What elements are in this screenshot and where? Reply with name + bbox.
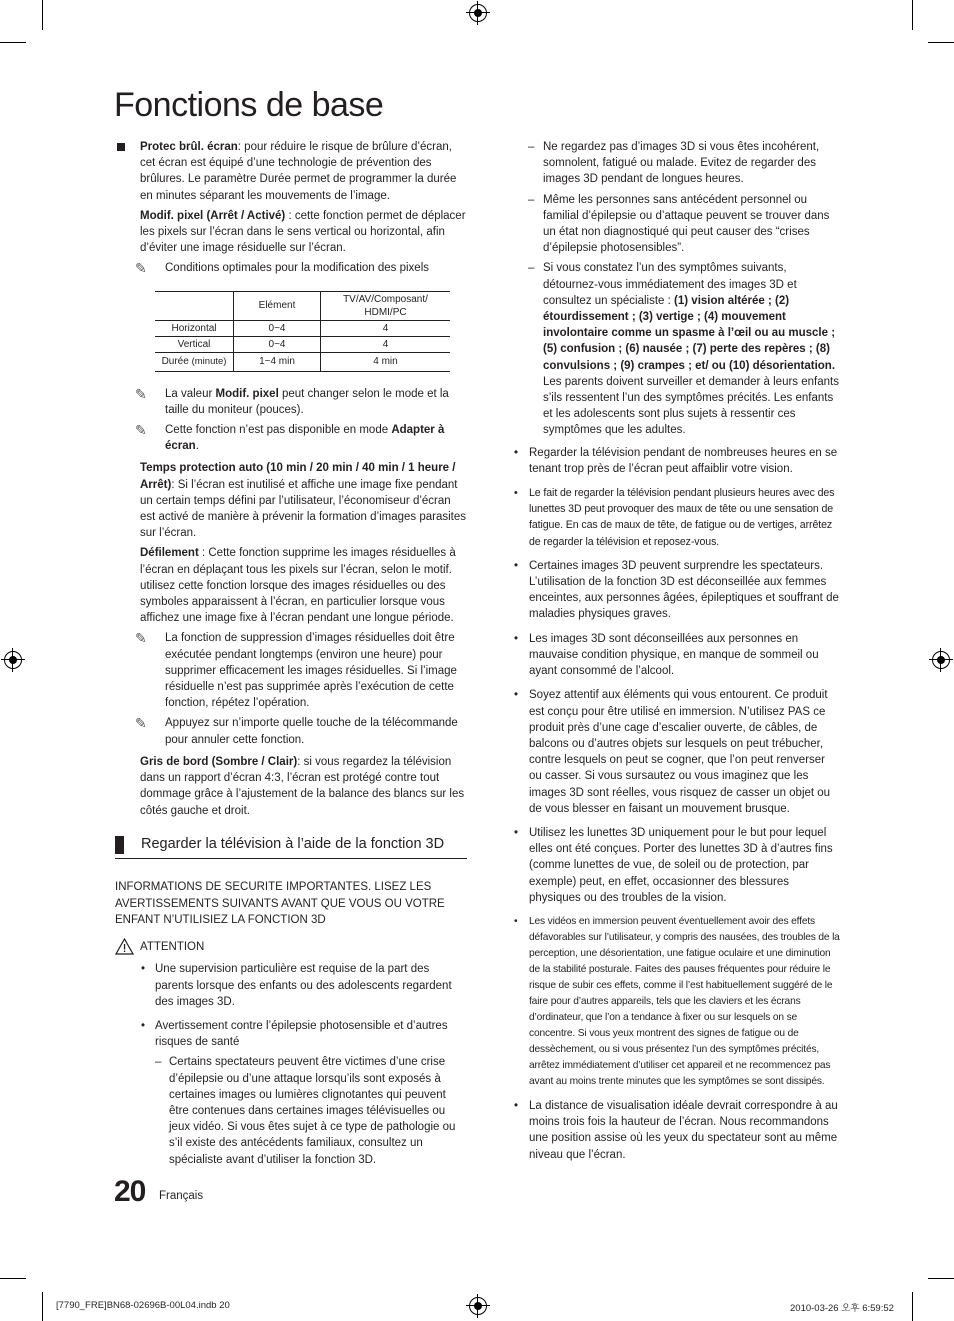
bullet-icon: • bbox=[514, 632, 519, 645]
crop-mark bbox=[928, 42, 954, 43]
pencil-note-icon: ✎ bbox=[135, 422, 147, 439]
list-item-text: Avertissement contre l’épilepsie photosensible et d’autres risques de santé bbox=[155, 1019, 448, 1049]
left-column bbox=[115, 139, 467, 1172]
list-item-text: Une supervision particulière est requise de la part des parents lorsque des enfants ou des adolescents regardent des images 3D. bbox=[155, 963, 452, 1008]
dash-item bbox=[514, 139, 840, 188]
table-cell: 0~4 bbox=[234, 320, 321, 336]
modif-paragraph bbox=[140, 208, 467, 257]
dash-item bbox=[115, 1054, 467, 1167]
note-suppression-text: La fonction de suppression d’images résiduelles doit être exécutée pendant longtemps (environ une heure) pour supprimer efficacement les images résiduelles. Si l’image résiduelle n’est pas supprimée après l’exécution de cette fonction, répétez l’opération. bbox=[165, 632, 457, 710]
crop-mark bbox=[42, 1292, 43, 1321]
note-value-text: peut changer selon le mode et la taille du moniteur (pouces). bbox=[165, 387, 449, 416]
footer-datetime: 2010-03-26 오후 6:59:52 bbox=[790, 1303, 894, 1314]
note-value bbox=[110, 386, 467, 418]
list-item bbox=[514, 558, 840, 623]
dash-icon: – bbox=[528, 262, 535, 275]
page-title: Fonctions de base bbox=[114, 86, 384, 124]
list-item bbox=[514, 687, 840, 817]
symptoms-list: (1) vision altérée ; (2) étourdissement ; (3) vertige ; (4) mouvement involontaire comme un spasme à l’œil ou au muscle ; (5) confusion ; (6) nausée ; (7) perte des repères ; (8) convulsions ; (9) crampes ; et/ ou (10) désorientation. bbox=[543, 294, 836, 372]
list-item bbox=[514, 445, 840, 477]
table-row-label bbox=[155, 352, 234, 371]
pixel-table bbox=[155, 291, 450, 372]
table-row bbox=[155, 320, 450, 336]
table-row-label bbox=[155, 320, 234, 336]
note-touche bbox=[110, 715, 467, 747]
list-item-text: Les vidéos en immersion peuvent éventuellement avoir des effets défavorables sur l’utilisateur, y compris des nausées, des troubles de la perception, une désorientation, une fatigue oculaire et une diminution de la stabilité posturale. Faites des pauses fréquentes pour réduire le risque de subir ces effets, comme il l’est habituellement suggéré de le faire pour d’autres appareils, tels que les claviers et les écrans d’ordinateur, que l’on a tendance à fixer ou sur lesquels on se concentre. Si vous yeux montrent des signes de fatigue ou de dessèchement, ou si vous présentez l’un des symptômes précités, arrêtez immédiatement d’utiliser cet appareil et ne recommencez pas avant au moins trente minutes que les symptômes se sont dissipés. bbox=[529, 915, 840, 1087]
page-language: Français bbox=[159, 1190, 204, 1202]
protec-text: : pour réduire le risque de brûlure d’écran, cet écran est équipé d’une technologie de prévention des brûlures. Le paramètre Durée permet de programmer la durée en minutes séparant les mouvements de l’image. bbox=[140, 141, 457, 202]
crop-mark bbox=[0, 1278, 26, 1279]
row-label: Durée bbox=[161, 356, 189, 368]
table-cell: 1~4 min bbox=[234, 352, 321, 371]
table-header-row bbox=[155, 291, 450, 320]
list-item bbox=[514, 1098, 840, 1163]
list-item bbox=[514, 631, 840, 680]
warning-icon bbox=[115, 938, 134, 955]
dash-item bbox=[514, 192, 840, 257]
note-conditions bbox=[110, 260, 467, 276]
list-item bbox=[514, 914, 840, 1090]
table-header-cell: TV/AV/Composant/ HDMI/PC bbox=[321, 291, 451, 320]
dash-item bbox=[514, 260, 840, 438]
crop-mark bbox=[912, 0, 913, 30]
note-conditions-text: Conditions optimales pour la modification des pixels bbox=[165, 262, 430, 275]
crop-mark bbox=[0, 42, 26, 43]
section-bar-icon bbox=[115, 836, 124, 854]
row-label: Horizontal bbox=[171, 322, 217, 334]
row-label: Vertical bbox=[177, 338, 211, 350]
list-item-text: Utilisez les lunettes 3D uniquement pour le but pour lequel elles ont été conçues. Porter des lunettes 3D à d’autres fins (comme lunettes de vue, de soleil ou de protection, par exemple) peut, en effet, occasionner des blessures physiques ou des troubles de la vision. bbox=[529, 826, 833, 904]
bullet-icon: • bbox=[514, 487, 518, 500]
list-item bbox=[115, 961, 467, 1010]
bullet-icon: • bbox=[514, 1099, 519, 1112]
table-header-cell: Elément bbox=[234, 291, 321, 320]
left-bullets bbox=[115, 961, 467, 1167]
note-adapter bbox=[110, 422, 467, 454]
registration-mark-icon bbox=[4, 651, 22, 669]
dash-item-text: Certains spectateurs peuvent être victimes d’une crise d’épilepsie ou d’une attaque lorsqu’ils sont exposés à certaines images ou lumières clignotantes qui peuvent être contenues dans certaines images télévisuelles ou jeux vidéo. Si vous êtes sujet à ce type de pathologie ou s’il existe des antécédents familiaux, consultez un spécialiste avant d’utiliser la fonction 3D. bbox=[169, 1056, 456, 1166]
crop-mark bbox=[928, 1278, 954, 1279]
defil-paragraph bbox=[140, 545, 467, 626]
bullet-icon: • bbox=[514, 559, 519, 572]
list-item-text: La distance de visualisation idéale devrait correspondre à au moins trois fois la hauteur de l’écran. Nous recommandons une position assise où les yeux du spectateur sont au même niveau que l’écran. bbox=[529, 1099, 838, 1161]
table-cell: 4 min bbox=[321, 352, 451, 371]
list-item-text: Soyez attentif aux éléments qui vous entourent. Ce produit est conçu pour être utilisé en immersion. N’utilisez PAS ce produit près d’une cage d’escalier ouverte, de câbles, de balcons ou d’autres objets sur lesquels on peut trébucher, contre lesquels on peut se cogner, que l’on peut renverser ou casser. Si vous sursautez ou vous imaginez que les images 3D sont réelles, vous risquez de casser un objet ou de vous blesser en faisant un mouvement brusque. bbox=[529, 689, 831, 815]
protec-paragraph bbox=[140, 139, 467, 204]
bullet-icon: • bbox=[514, 446, 519, 459]
protec-item bbox=[115, 139, 467, 819]
table-row bbox=[155, 336, 450, 352]
list-item-text: Le fait de regarder la télévision pendant plusieurs heures avec des lunettes 3D peut provoquer des maux de tête ou une sensation de fatigue. En cas de maux de tête, de fatigue ou de vertiges, arrêtez de regarder la télévision et reposez-vous. bbox=[529, 487, 835, 548]
temps-text: : Si l’écran est inutilisé et affiche une image fixe pendant un certain temps défini par l’utilisateur, l’économiseur d’écran est activé de manière à prévenir la formation d’images parasites sur l’écran. bbox=[140, 478, 466, 540]
pencil-note-icon: ✎ bbox=[135, 630, 147, 647]
page-number: 20 bbox=[114, 1175, 146, 1208]
attention-heading bbox=[115, 939, 467, 955]
dash-icon: – bbox=[528, 193, 535, 206]
registration-mark-icon bbox=[469, 1297, 487, 1315]
modif-label: Modif. pixel (Arrêt / Activé) bbox=[140, 209, 286, 222]
table-header-cell bbox=[155, 291, 234, 320]
protec-label: Protec brûl. écran bbox=[140, 141, 238, 153]
registration-mark-icon bbox=[932, 651, 950, 669]
note-value-text: La valeur bbox=[165, 387, 216, 400]
caps-warning: INFORMATIONS DE SECURITE IMPORTANTES. LISEZ LES AVERTISSEMENTS SUIVANTS AVANT QUE VOUS OU VOTRE ENFANT N’UTILISIEZ LA FONCTION 3D bbox=[115, 880, 445, 927]
temps-paragraph bbox=[140, 460, 467, 541]
note-adapter-text: . bbox=[195, 440, 199, 453]
note-adapter-text: Cette fonction n’est pas disponible en mode bbox=[165, 424, 392, 437]
dash-item-text: Même les personnes sans antécédent personnel ou familial d’épilepsie ou d’attaque peuvent se trouver dans un état non diagnostiqué qui peut causer des “crises d’épilepsie photosensibles”. bbox=[543, 193, 830, 255]
table-row-label bbox=[155, 336, 234, 352]
bullet-icon: • bbox=[514, 689, 519, 702]
list-item bbox=[115, 1018, 467, 1050]
dash-item-text: Ne regardez pas d’images 3D si vous êtes incohérent, somnolent, fatigué ou malade. Evitez de regarder des images 3D pendant de longues heures. bbox=[543, 141, 820, 186]
registration-mark-icon bbox=[469, 4, 487, 22]
dash-icon: – bbox=[155, 1056, 162, 1069]
dash-item-text: Les parents doivent surveiller et demander à leurs enfants s’ils ressentent l’un des symptômes précités. Les enfants et les adolescents sont plus sujets à ressentir ces symptômes que les adultes. bbox=[543, 375, 839, 437]
pencil-note-icon: ✎ bbox=[135, 385, 147, 402]
defil-text: : Cette fonction supprime les images résiduelles à l’écran en déplaçant tous les pixels sur l’écran, selon le motif. utilisez cette fonction lorsque des images résiduelles ou des symboles apparaissent à l’écran, en particulier lorsque vous affichez une image fixe à l’écran pendant une longue période. bbox=[140, 547, 456, 625]
table-cell: 4 bbox=[321, 336, 451, 352]
list-item bbox=[514, 825, 840, 906]
bullet-icon: • bbox=[141, 963, 146, 976]
dash-icon: – bbox=[528, 141, 535, 153]
list-item-text: Les images 3D sont déconseillées aux personnes en mauvaise condition physique, en manque de sommeil ou ayant consommé de l’alcool. bbox=[529, 632, 819, 678]
temps-label: Temps protection auto (10 min / 20 min / 40 min / 1 heure / Arrêt) bbox=[140, 462, 456, 491]
bullet-icon: • bbox=[514, 826, 519, 839]
list-item-text: Certaines images 3D peuvent surprendre les spectateurs. L’utilisation de la fonction 3D est déconseillée aux femmes enceintes, aux personnes âgées, épileptiques et souffrant de maladies physiques graves. bbox=[529, 559, 839, 621]
section-title: Regarder la télévision à l’aide de la fonction 3D bbox=[141, 835, 445, 852]
attention-label: ATTENTION bbox=[140, 941, 205, 954]
modif-text: : cette fonction permet de déplacer les pixels sur l’écran dans le sens vertical ou horizontal, afin d’éviter une image résiduelle sur l’écran. bbox=[140, 209, 466, 255]
note-value-bold: Modif. pixel bbox=[215, 387, 279, 400]
gris-paragraph bbox=[140, 754, 467, 819]
crop-mark bbox=[912, 1292, 913, 1321]
table-cell: 0~4 bbox=[234, 336, 321, 352]
defil-label: Défilement bbox=[140, 547, 199, 560]
footer-file: [7790_FRE]BN68-02696B-00L04.indb 20 bbox=[56, 1300, 230, 1311]
bullet-icon: • bbox=[141, 1019, 146, 1032]
pencil-note-icon: ✎ bbox=[135, 260, 147, 277]
section-heading bbox=[115, 834, 467, 859]
table-row bbox=[155, 352, 450, 371]
gris-text: : si vous regardez la télévision dans un rapport d’écran 4:3, l’écran est protégé contre tout dommage grâce à l’ajustement de la balance des blancs sur les côtés gauche et droit. bbox=[140, 755, 465, 817]
pencil-note-icon: ✎ bbox=[135, 715, 147, 732]
note-adapter-bold: Adapter à écran bbox=[165, 424, 445, 453]
bullet-icon: • bbox=[514, 915, 518, 927]
dash-item-text: Si vous constatez l’un des symptômes suivants, détournez-vous immédiatement des images 3D et consultez un spécialiste : bbox=[543, 262, 797, 307]
square-bullet-icon bbox=[117, 143, 125, 151]
note-touche-text: Appuyez sur n’importe quelle touche de la télécommande pour annuler cette fonction. bbox=[165, 717, 458, 746]
list-item-text: Regarder la télévision pendant de nombreuses heures en se tenant trop près de l’écran peut affaiblir votre vision. bbox=[529, 446, 838, 475]
list-item bbox=[514, 485, 840, 550]
table-cell: 4 bbox=[321, 320, 451, 336]
gris-label: Gris de bord (Sombre / Clair) bbox=[140, 755, 298, 768]
right-column bbox=[514, 139, 840, 1171]
crop-mark bbox=[42, 0, 43, 30]
row-label-suffix: (minute) bbox=[191, 356, 227, 368]
note-suppression bbox=[110, 630, 467, 711]
